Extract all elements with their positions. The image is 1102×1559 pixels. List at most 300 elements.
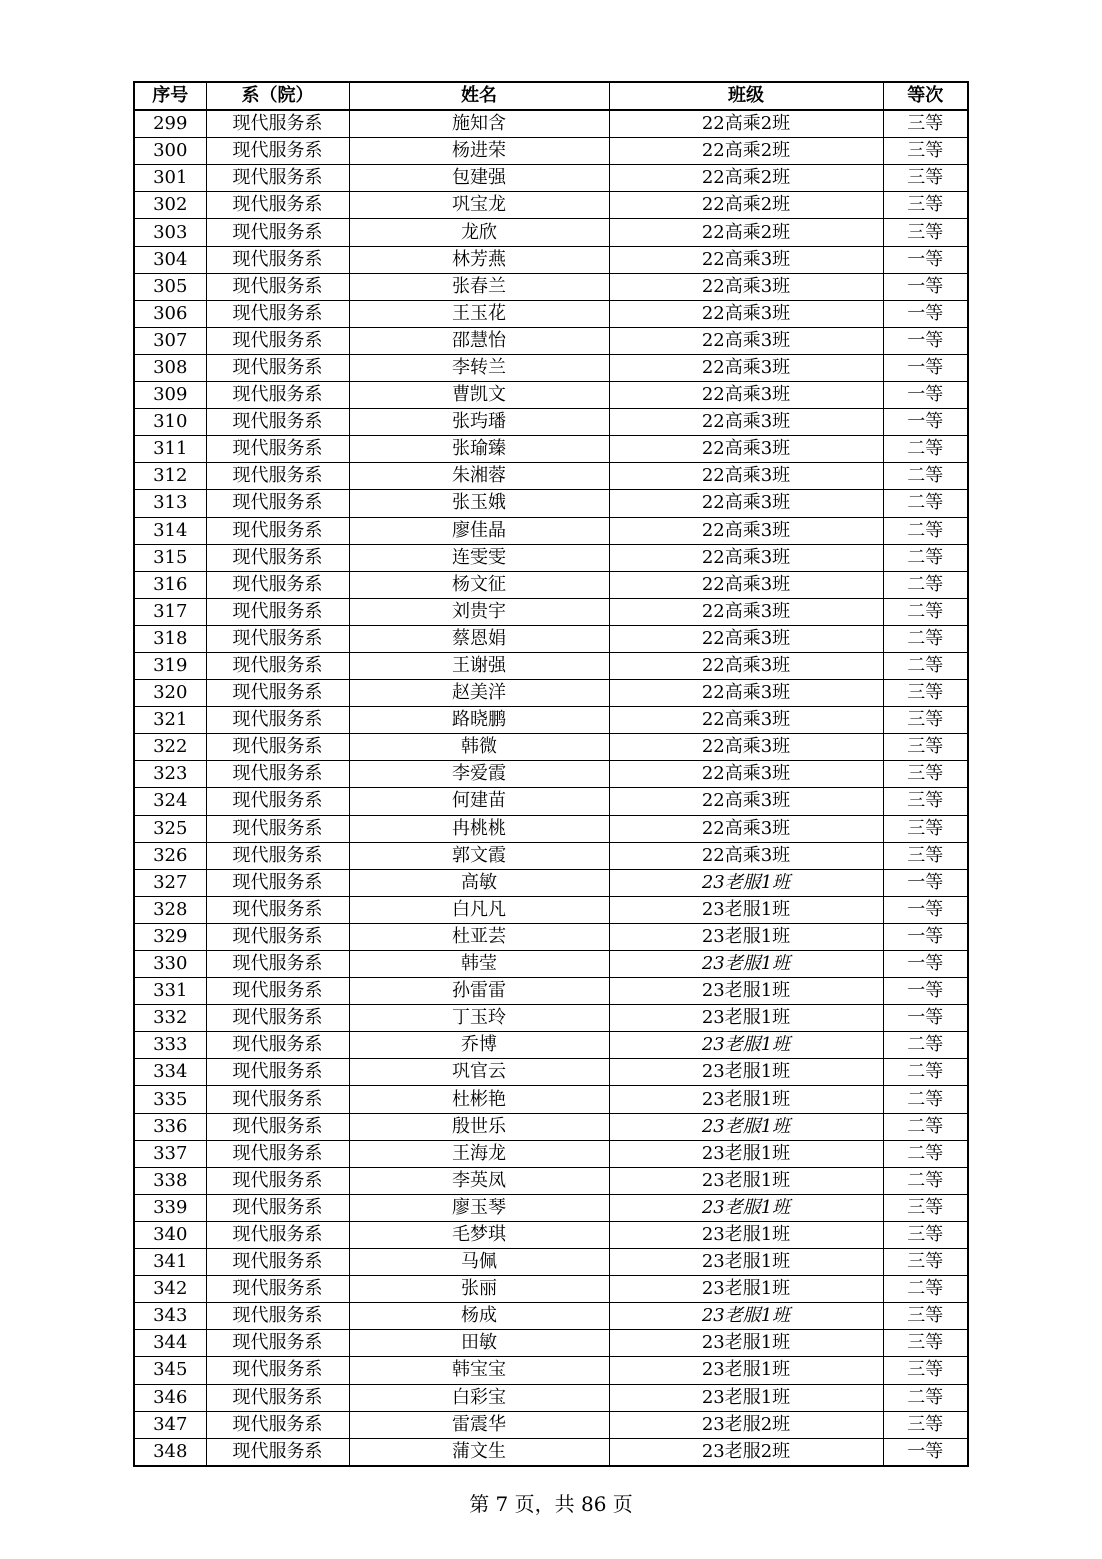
table-row [134,1005,968,1032]
table-row [134,165,968,192]
grade-cell: 三等 [883,219,968,246]
name-cell: 李爱霞 [349,761,609,788]
table-row [134,1438,968,1466]
name-cell: 赵美洋 [349,680,609,707]
department-cell: 现代服务系 [206,923,349,950]
department-cell: 现代服务系 [206,1113,349,1140]
serial-cell: 326 [134,842,206,869]
serial-cell: 319 [134,652,206,679]
table-row [134,192,968,219]
serial-cell: 313 [134,490,206,517]
class-cell: 22高乘3班 [609,246,883,273]
grade-cell: 三等 [883,761,968,788]
grade-cell: 一等 [883,951,968,978]
name-cell: 白彩宝 [349,1384,609,1411]
name-cell: 林芳燕 [349,246,609,273]
name-cell: 韩宝宝 [349,1357,609,1384]
name-cell: 包建强 [349,165,609,192]
table-row [134,110,968,138]
serial-cell: 337 [134,1140,206,1167]
department-cell: 现代服务系 [206,680,349,707]
table-row [134,327,968,354]
department-cell: 现代服务系 [206,815,349,842]
department-cell: 现代服务系 [206,436,349,463]
serial-cell: 332 [134,1005,206,1032]
table-row [134,1357,968,1384]
award-table [133,81,969,1467]
name-cell: 朱湘蓉 [349,463,609,490]
serial-cell: 344 [134,1330,206,1357]
department-cell: 现代服务系 [206,1384,349,1411]
grade-cell: 一等 [883,923,968,950]
class-cell: 22高乘3班 [609,436,883,463]
class-cell: 22高乘3班 [609,652,883,679]
department-cell: 现代服务系 [206,896,349,923]
grade-cell: 二等 [883,1167,968,1194]
department-cell: 现代服务系 [206,761,349,788]
table-row [134,571,968,598]
department-cell: 现代服务系 [206,354,349,381]
name-cell: 廖玉琴 [349,1194,609,1221]
grade-cell: 一等 [883,273,968,300]
serial-cell: 323 [134,761,206,788]
grade-cell: 三等 [883,707,968,734]
name-cell: 杨文征 [349,571,609,598]
table-row [134,544,968,571]
serial-cell: 322 [134,734,206,761]
header-department: 系（院） [206,82,349,110]
serial-cell: 333 [134,1032,206,1059]
department-cell: 现代服务系 [206,842,349,869]
class-cell: 22高乘3班 [609,409,883,436]
table-row [134,436,968,463]
department-cell: 现代服务系 [206,1438,349,1466]
department-cell: 现代服务系 [206,1194,349,1221]
name-cell: 王谢强 [349,652,609,679]
table-row [134,734,968,761]
name-cell: 杜亚芸 [349,923,609,950]
serial-cell: 320 [134,680,206,707]
table-row [134,896,968,923]
class-cell: 22高乘3班 [609,517,883,544]
serial-cell: 329 [134,923,206,950]
serial-cell: 334 [134,1059,206,1086]
department-cell: 现代服务系 [206,1221,349,1248]
grade-cell: 一等 [883,896,968,923]
serial-cell: 327 [134,869,206,896]
grade-cell: 三等 [883,788,968,815]
name-cell: 韩莹 [349,951,609,978]
grade-cell: 三等 [883,1411,968,1438]
serial-cell: 346 [134,1384,206,1411]
department-cell: 现代服务系 [206,734,349,761]
department-cell: 现代服务系 [206,1059,349,1086]
department-cell: 现代服务系 [206,327,349,354]
department-cell: 现代服务系 [206,138,349,165]
name-cell: 丁玉玲 [349,1005,609,1032]
class-cell: 22高乘3班 [609,300,883,327]
serial-cell: 299 [134,110,206,138]
serial-cell: 343 [134,1303,206,1330]
grade-cell: 三等 [883,815,968,842]
department-cell: 现代服务系 [206,788,349,815]
department-cell: 现代服务系 [206,409,349,436]
serial-cell: 339 [134,1194,206,1221]
class-cell: 23老服1班 [609,1221,883,1248]
name-cell: 李英凤 [349,1167,609,1194]
class-cell: 23老服1班 [609,1167,883,1194]
grade-cell: 二等 [883,1113,968,1140]
name-cell: 施知含 [349,110,609,138]
table-row [134,815,968,842]
name-cell: 巩宝龙 [349,192,609,219]
class-cell: 22高乘3班 [609,625,883,652]
name-cell: 毛梦琪 [349,1221,609,1248]
grade-cell: 一等 [883,327,968,354]
page-footer: 第 7 页，共 86 页 [469,1492,633,1516]
grade-cell: 三等 [883,842,968,869]
class-cell: 23老服2班 [609,1438,883,1466]
class-cell: 23老服2班 [609,1411,883,1438]
grade-cell: 三等 [883,1357,968,1384]
class-cell: 22高乘3班 [609,707,883,734]
name-cell: 冉桃桃 [349,815,609,842]
serial-cell: 316 [134,571,206,598]
name-cell: 白凡凡 [349,896,609,923]
department-cell: 现代服务系 [206,1140,349,1167]
name-cell: 杜彬艳 [349,1086,609,1113]
class-cell: 22高乘3班 [609,382,883,409]
table-row [134,951,968,978]
serial-cell: 338 [134,1167,206,1194]
class-cell: 23老服1班 [609,1005,883,1032]
table-row [134,138,968,165]
serial-cell: 321 [134,707,206,734]
grade-cell: 二等 [883,1086,968,1113]
table-row [134,463,968,490]
department-cell: 现代服务系 [206,652,349,679]
serial-cell: 342 [134,1276,206,1303]
class-cell: 22高乘2班 [609,165,883,192]
class-cell: 23老服1班 [609,978,883,1005]
grade-cell: 一等 [883,869,968,896]
table-row [134,1194,968,1221]
name-cell: 巩官云 [349,1059,609,1086]
table-row [134,1086,968,1113]
name-cell: 殷世乐 [349,1113,609,1140]
name-cell: 雷震华 [349,1411,609,1438]
table-row [134,842,968,869]
grade-cell: 二等 [883,1032,968,1059]
department-cell: 现代服务系 [206,544,349,571]
table-row [134,1059,968,1086]
department-cell: 现代服务系 [206,490,349,517]
class-cell: 23老服1班 [609,1249,883,1276]
serial-cell: 304 [134,246,206,273]
grade-cell: 二等 [883,544,968,571]
serial-cell: 335 [134,1086,206,1113]
grade-cell: 三等 [883,1303,968,1330]
serial-cell: 302 [134,192,206,219]
class-cell: 22高乘3班 [609,490,883,517]
name-cell: 路晓鹏 [349,707,609,734]
class-cell: 23老服1班 [609,1113,883,1140]
department-cell: 现代服务系 [206,1032,349,1059]
department-cell: 现代服务系 [206,1005,349,1032]
department-cell: 现代服务系 [206,1303,349,1330]
department-cell: 现代服务系 [206,382,349,409]
name-cell: 曹凯文 [349,382,609,409]
class-cell: 22高乘3班 [609,354,883,381]
table-row [134,1330,968,1357]
class-cell: 22高乘3班 [609,734,883,761]
class-cell: 22高乘3班 [609,680,883,707]
serial-cell: 348 [134,1438,206,1466]
table-row [134,625,968,652]
class-cell: 22高乘3班 [609,842,883,869]
header-class: 班级 [609,82,883,110]
department-cell: 现代服务系 [206,1330,349,1357]
department-cell: 现代服务系 [206,625,349,652]
table-row [134,978,968,1005]
serial-cell: 309 [134,382,206,409]
table-row [134,409,968,436]
serial-cell: 340 [134,1221,206,1248]
grade-cell: 二等 [883,652,968,679]
name-cell: 王玉花 [349,300,609,327]
name-cell: 张丽 [349,1276,609,1303]
table-row [134,246,968,273]
department-cell: 现代服务系 [206,951,349,978]
name-cell: 韩微 [349,734,609,761]
class-cell: 22高乘3班 [609,761,883,788]
class-cell: 22高乘3班 [609,544,883,571]
grade-cell: 一等 [883,300,968,327]
table-row [134,923,968,950]
grade-cell: 一等 [883,354,968,381]
department-cell: 现代服务系 [206,165,349,192]
serial-cell: 318 [134,625,206,652]
grade-cell: 三等 [883,734,968,761]
serial-cell: 301 [134,165,206,192]
grade-cell: 三等 [883,192,968,219]
grade-cell: 一等 [883,978,968,1005]
grade-cell: 二等 [883,1384,968,1411]
grade-cell: 三等 [883,165,968,192]
grade-cell: 二等 [883,1059,968,1086]
grade-cell: 二等 [883,517,968,544]
table-row [134,273,968,300]
name-cell: 张玙璠 [349,409,609,436]
department-cell: 现代服务系 [206,1249,349,1276]
name-cell: 田敏 [349,1330,609,1357]
name-cell: 杨进荣 [349,138,609,165]
class-cell: 22高乘3班 [609,327,883,354]
table-row [134,869,968,896]
table-row [134,354,968,381]
grade-cell: 二等 [883,598,968,625]
table-row [134,1032,968,1059]
table-row [134,1249,968,1276]
class-cell: 23老服1班 [609,1357,883,1384]
class-cell: 22高乘3班 [609,463,883,490]
table-row [134,1303,968,1330]
table-row [134,1113,968,1140]
table-row [134,219,968,246]
serial-cell: 317 [134,598,206,625]
serial-cell: 328 [134,896,206,923]
department-cell: 现代服务系 [206,869,349,896]
serial-cell: 347 [134,1411,206,1438]
grade-cell: 三等 [883,1330,968,1357]
grade-cell: 一等 [883,246,968,273]
serial-cell: 324 [134,788,206,815]
table-row [134,788,968,815]
table-row [134,680,968,707]
table-row [134,300,968,327]
name-cell: 何建苗 [349,788,609,815]
name-cell: 高敏 [349,869,609,896]
department-cell: 现代服务系 [206,571,349,598]
department-cell: 现代服务系 [206,246,349,273]
table-header [134,82,968,110]
class-cell: 22高乘2班 [609,138,883,165]
table-row [134,707,968,734]
name-cell: 张春兰 [349,273,609,300]
serial-cell: 312 [134,463,206,490]
name-cell: 李转兰 [349,354,609,381]
table-row [134,490,968,517]
header-serial: 序号 [134,82,206,110]
serial-cell: 308 [134,354,206,381]
serial-cell: 310 [134,409,206,436]
table-row [134,382,968,409]
table-row [134,1384,968,1411]
department-cell: 现代服务系 [206,707,349,734]
class-cell: 23老服1班 [609,1384,883,1411]
department-cell: 现代服务系 [206,1411,349,1438]
class-cell: 23老服1班 [609,1276,883,1303]
serial-cell: 311 [134,436,206,463]
table-row [134,1140,968,1167]
grade-cell: 二等 [883,463,968,490]
table-row [134,1167,968,1194]
serial-cell: 331 [134,978,206,1005]
grade-cell: 二等 [883,571,968,598]
serial-cell: 336 [134,1113,206,1140]
name-cell: 郭文霞 [349,842,609,869]
grade-cell: 三等 [883,1221,968,1248]
serial-cell: 305 [134,273,206,300]
class-cell: 23老服1班 [609,1140,883,1167]
name-cell: 马佩 [349,1249,609,1276]
name-cell: 杨成 [349,1303,609,1330]
name-cell: 王海龙 [349,1140,609,1167]
class-cell: 23老服1班 [609,1086,883,1113]
grade-cell: 一等 [883,1005,968,1032]
name-cell: 连雯雯 [349,544,609,571]
department-cell: 现代服务系 [206,219,349,246]
class-cell: 23老服1班 [609,1330,883,1357]
serial-cell: 307 [134,327,206,354]
grade-cell: 二等 [883,625,968,652]
department-cell: 现代服务系 [206,273,349,300]
grade-cell: 一等 [883,382,968,409]
class-cell: 22高乘3班 [609,598,883,625]
grade-cell: 三等 [883,138,968,165]
name-cell: 张瑜臻 [349,436,609,463]
serial-cell: 306 [134,300,206,327]
header-name: 姓名 [349,82,609,110]
name-cell: 邵慧怡 [349,327,609,354]
class-cell: 23老服1班 [609,896,883,923]
grade-cell: 一等 [883,1438,968,1466]
class-cell: 23老服1班 [609,923,883,950]
class-cell: 22高乘3班 [609,815,883,842]
class-cell: 23老服1班 [609,1303,883,1330]
table-row [134,1221,968,1248]
table-row [134,761,968,788]
class-cell: 23老服1班 [609,869,883,896]
serial-cell: 341 [134,1249,206,1276]
department-cell: 现代服务系 [206,1357,349,1384]
name-cell: 龙欣 [349,219,609,246]
department-cell: 现代服务系 [206,300,349,327]
serial-cell: 330 [134,951,206,978]
table-row [134,1411,968,1438]
grade-cell: 三等 [883,680,968,707]
name-cell: 蔡恩娟 [349,625,609,652]
grade-cell: 三等 [883,110,968,138]
class-cell: 23老服1班 [609,951,883,978]
class-cell: 23老服1班 [609,1194,883,1221]
table-row [134,652,968,679]
class-cell: 23老服1班 [609,1032,883,1059]
department-cell: 现代服务系 [206,978,349,1005]
name-cell: 孙雷雷 [349,978,609,1005]
class-cell: 23老服1班 [609,1059,883,1086]
serial-cell: 315 [134,544,206,571]
header-grade: 等次 [883,82,968,110]
department-cell: 现代服务系 [206,1167,349,1194]
department-cell: 现代服务系 [206,598,349,625]
serial-cell: 345 [134,1357,206,1384]
department-cell: 现代服务系 [206,1276,349,1303]
grade-cell: 一等 [883,409,968,436]
serial-cell: 300 [134,138,206,165]
class-cell: 22高乘2班 [609,219,883,246]
department-cell: 现代服务系 [206,192,349,219]
grade-cell: 二等 [883,1276,968,1303]
grade-cell: 二等 [883,490,968,517]
class-cell: 22高乘3班 [609,571,883,598]
department-cell: 现代服务系 [206,1086,349,1113]
name-cell: 刘贵宇 [349,598,609,625]
grade-cell: 二等 [883,1140,968,1167]
name-cell: 乔博 [349,1032,609,1059]
department-cell: 现代服务系 [206,517,349,544]
department-cell: 现代服务系 [206,463,349,490]
serial-cell: 303 [134,219,206,246]
table-row [134,517,968,544]
name-cell: 张玉娥 [349,490,609,517]
class-cell: 22高乘2班 [609,192,883,219]
department-cell: 现代服务系 [206,110,349,138]
table-row [134,598,968,625]
serial-cell: 314 [134,517,206,544]
name-cell: 廖佳晶 [349,517,609,544]
grade-cell: 二等 [883,436,968,463]
